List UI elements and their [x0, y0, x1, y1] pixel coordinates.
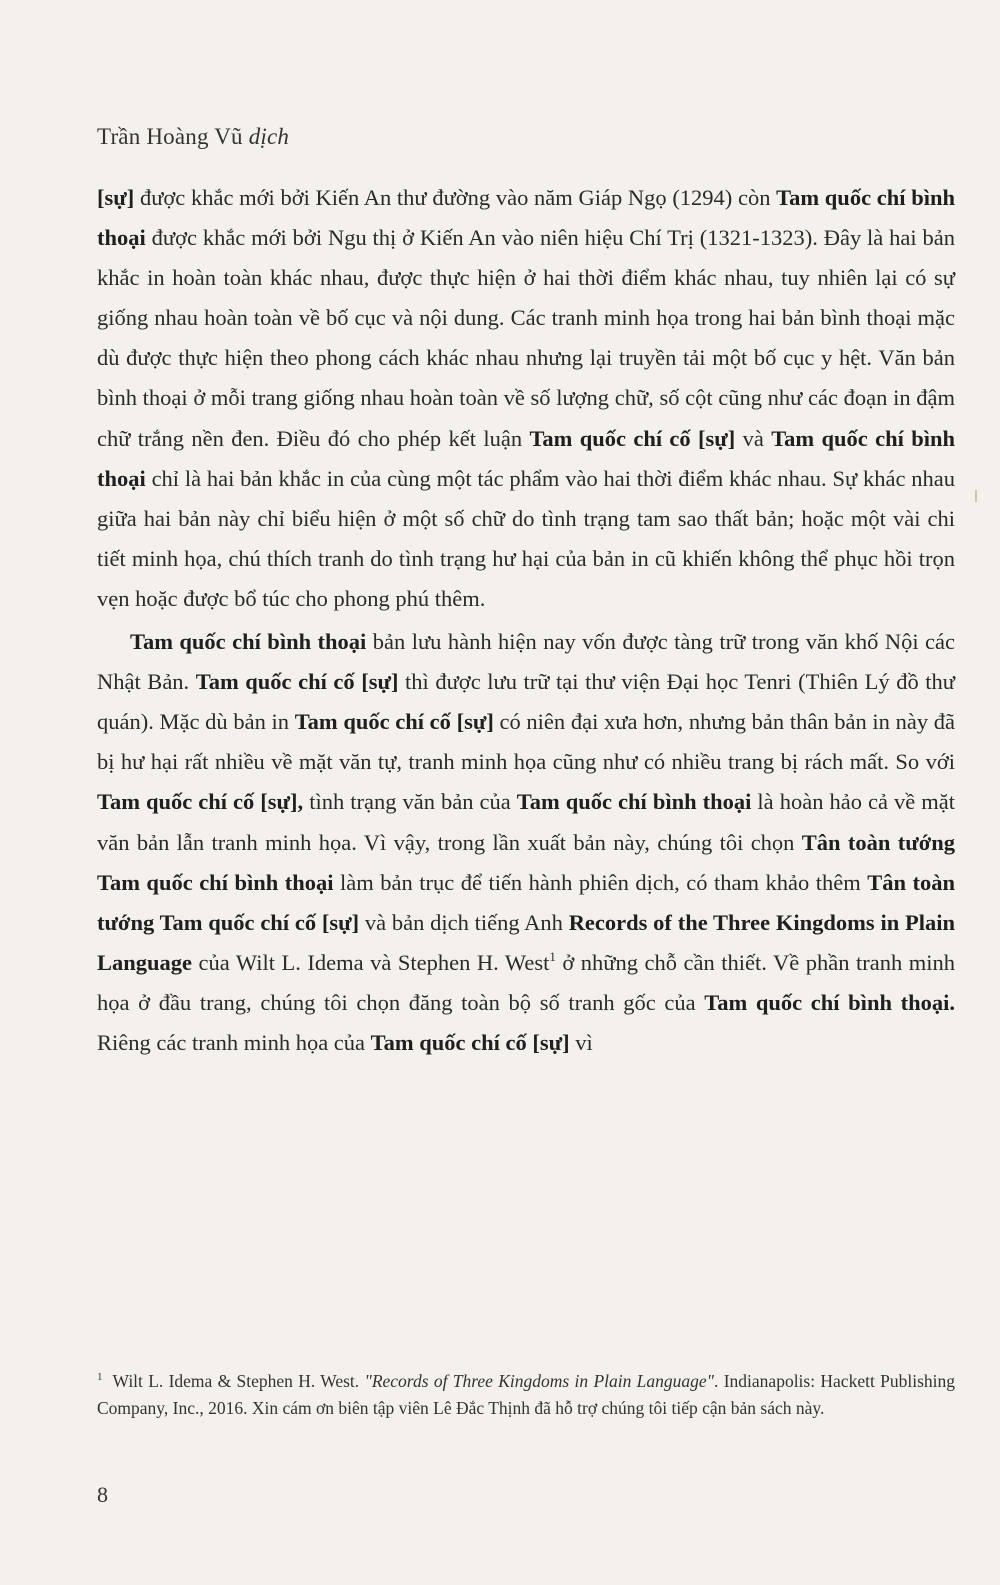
bold-title: Records of the Three Kingdoms in Plain Language: [97, 909, 955, 975]
paragraph-1: [97, 178, 955, 619]
bold-title: Tam quốc chí bình thoại: [516, 789, 752, 815]
page-number: 8: [97, 1482, 108, 1507]
bold-title: Tam quốc chí cố [sự]: [529, 425, 736, 451]
footnote-reference: 1: [549, 948, 556, 964]
bold-title: Tân toàn tướng Tam quốc chí bình thoại: [97, 829, 955, 895]
bold-title: Tam quốc chí bình thoại.: [704, 989, 955, 1015]
footnote-book-title: "Records of Three Kingdoms in Plain Language": [364, 1371, 715, 1391]
bold-title: Tân toàn tướng Tam quốc chí cố [sự]: [97, 869, 955, 935]
footnote-text: Wilt L. Idema & Stephen H. West.: [112, 1371, 365, 1391]
bold-title: Tam quốc chí cố [sự]: [294, 709, 494, 735]
text-run: làm bản trục để tiến hành phiên dịch, có tham khảo thêm: [333, 869, 868, 895]
text-run: và bản dịch tiếng Anh: [359, 909, 569, 935]
text-run: ở những chỗ cần thiết. Về phần tranh minh họa ở đầu trang, chúng tôi chọn đăng toàn bộ số tranh gốc của: [97, 949, 955, 1015]
text-run: và: [735, 425, 772, 451]
footnote-text: . Indianapolis: Hackett Publishing Company, Inc., 2016. Xin cám ơn biên tập viên Lê Đắc Thịnh đã hỗ trợ chúng tôi tiếp cận bản sách này.: [97, 1371, 955, 1418]
running-header: [97, 124, 289, 150]
bold-title: Tam quốc chí bình thoại: [97, 425, 955, 491]
text-run: tình trạng văn bản của: [303, 789, 517, 815]
text-run: có niên đại xưa hơn, nhưng bản thân bản in này đã bị hư hại rất nhiều về mặt văn tự, tranh minh họa cũng như có nhiều trang bị rách mất. So với: [97, 709, 955, 775]
translator-name: Trần Hoàng Vũ: [97, 124, 243, 149]
bold-title: Tam quốc chí bình thoại: [130, 629, 367, 655]
paragraph-2: [97, 622, 955, 1063]
text-run: Riêng các tranh minh họa của: [97, 1029, 371, 1055]
footnote: [97, 1368, 955, 1422]
footnote-mark: 1: [97, 1371, 103, 1383]
bold-title: Tam quốc chí cố [sự]: [195, 669, 399, 695]
bold-title: Tam quốc chí cố [sự],: [97, 789, 304, 815]
text-run: vì: [569, 1029, 593, 1055]
text-run: được khắc mới bởi Kiến An thư đường vào năm Giáp Ngọ (1294) còn: [134, 185, 777, 210]
translator-role: dịch: [248, 124, 290, 149]
text-run: chỉ là hai bản khắc in của cùng một tác phẩm vào hai thời điểm khác nhau. Sự khác nhau giữa hai bản này chỉ biểu hiện ở một số chữ do tình trạng tam sao thất bản; hoặc một vài chi tiết minh họa, chú thích tranh do tình trạng hư hại của bản in cũ khiến không thể phục hồi trọn vẹn hoặc được bổ túc cho phong phú thêm.: [97, 465, 955, 611]
margin-mark: [975, 490, 977, 502]
text-run: thì được lưu trữ tại thư viện Đại học Tenri (Thiên Lý đồ thư quán). Mặc dù bản in: [97, 669, 955, 735]
bold-title: Tam quốc chí cố [sự]: [370, 1029, 570, 1055]
text-run: bản lưu hành hiện nay vốn được tàng trữ trong văn khố Nội các Nhật Bản.: [97, 629, 955, 695]
bold-title: [sự]: [97, 185, 135, 210]
text-run: là hoàn hảo cả về mặt văn bản lẫn tranh minh họa. Vì vậy, trong lần xuất bản này, chúng tôi chọn: [97, 789, 955, 855]
bold-title: Tam quốc chí bình thoại: [97, 185, 955, 251]
body-text: [97, 178, 955, 1063]
text-run: được khắc mới bởi Ngu thị ở Kiến An vào niên hiệu Chí Trị (1321-1323). Đây là hai bản khắc in hoàn toàn khác nhau, được thực hiện ở hai thời điểm khác nhau, tuy nhiên lại có sự giống nhau hoàn toàn về bố cục và nội dung. Các tranh minh họa trong hai bản bình thoại mặc dù được thực hiện theo phong cách khác nhau nhưng lại truyền tải một bố cục y hệt. Văn bản bình thoại ở mỗi trang giống nhau hoàn toàn về số lượng chữ, số cột cũng như các đoạn in đậm chữ trắng nền đen. Điều đó cho phép kết luận: [97, 225, 955, 451]
text-run: của Wilt L. Idema và Stephen H. West: [192, 949, 550, 975]
